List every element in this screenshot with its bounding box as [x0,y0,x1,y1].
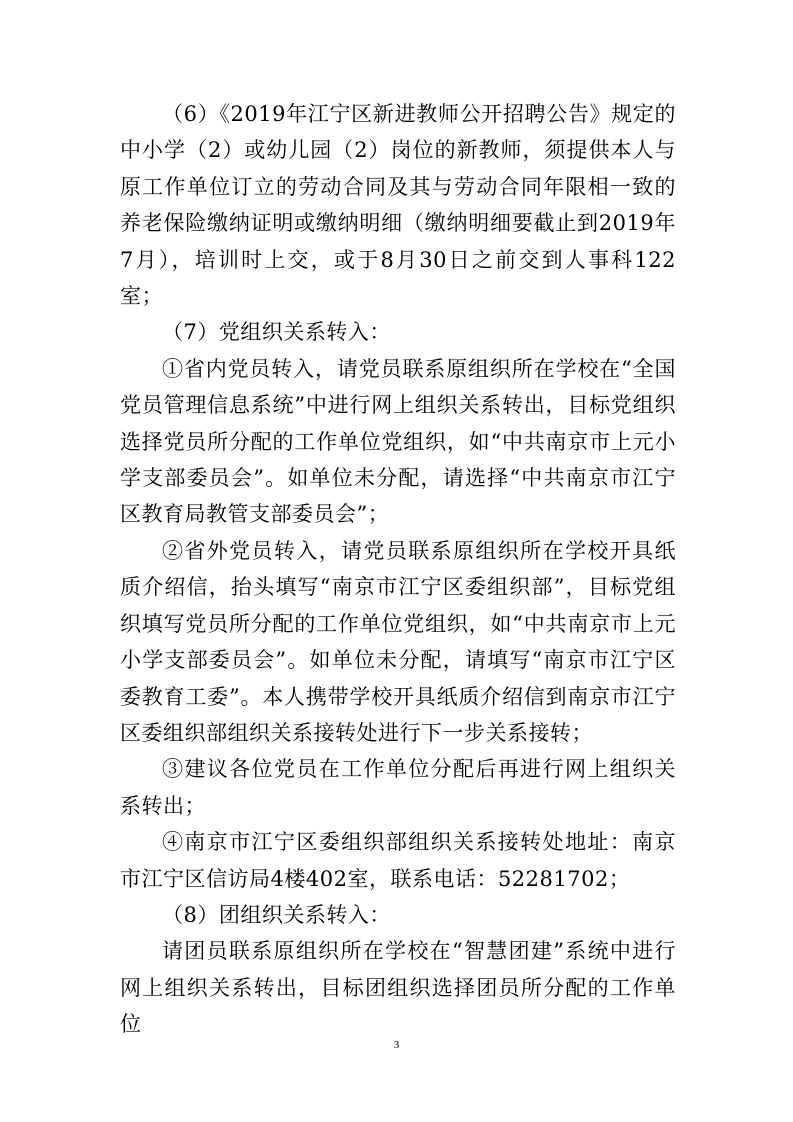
paragraph-party-transfer-heading: （7）党组织关系转入： [162,320,391,345]
page-number: 3 [393,1039,400,1051]
paragraph-league-transfer-heading: （8）团组织关系转入： [162,902,391,927]
paragraph-teacher-contract: （6）《2019年江宁区新进教师公开招聘公告》规定的中小学（2）或幼儿园（2）岗位的新教师，须提供本人与原工作单位订立的劳动合同及其与劳动合同年限相一致的养老保险缴纳证明或缴纳明细（缴纳明细要截止到2019年7月），培训时上交，或于8月30日之前交到人事科122室； [120,102,676,309]
paragraph-out-of-province-party-transfer: ②省外党员转入，请党员联系原组织所在学校开具纸质介绍信，抬头填写“南京市江宁区委组织部”，目标党组织填写党员所分配的工作单位党组织，如“中共南京市上元小学支部委员会”。如单位未分配，请填写“南京市江宁区委教育工委”。本人携带学校开具纸质介绍信到南京市江宁区委组织部组织关系接转处进行下一步关系接转； [120,538,676,745]
document-body [120,96,676,1043]
paragraph-in-province-party-transfer: ①省内党员转入，请党员联系原组织所在学校在“全国党员管理信息系统”中进行网上组织关系转出，目标党组织选择党员所分配的工作单位党组织，如“中共南京市上元小学支部委员会”。如单位未分配，请选择“中共南京市江宁区教育局教管支部委员会”； [120,356,676,527]
paragraph-league-transfer: 请团员联系原组织所在学校在“智慧团建”系统中进行网上组织关系转出，目标团组织选择团员所分配的工作单位 [120,939,676,1037]
paragraph-transfer-office-address: ④南京市江宁区委组织部组织关系接转处地址：南京市江宁区信访局4楼402室，联系电话：52281702； [120,830,676,891]
paragraph-transfer-advice: ③建议各位党员在工作单位分配后再进行网上组织关系转出； [120,757,676,818]
